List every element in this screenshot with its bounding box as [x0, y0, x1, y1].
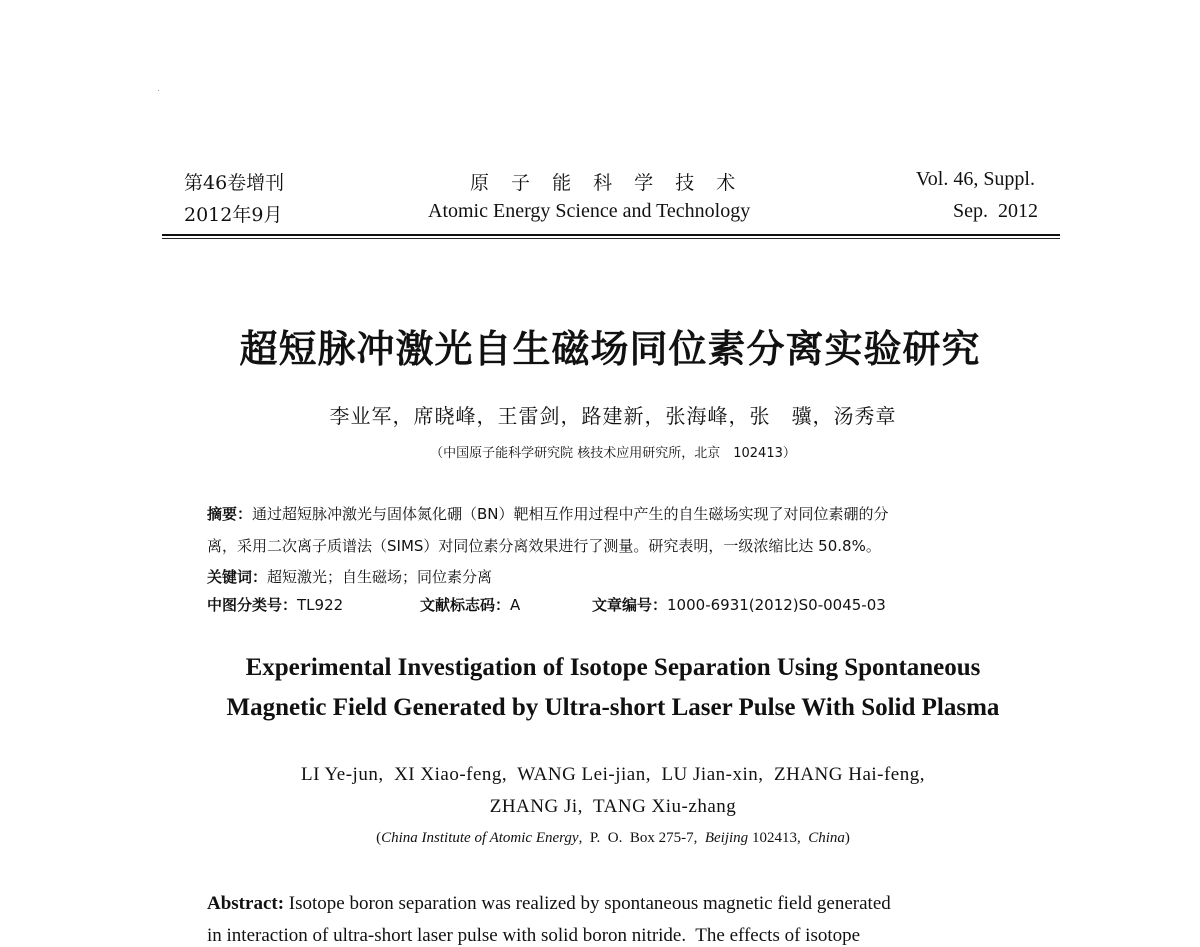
- affiliation-en: [0, 830, 1200, 847]
- article-value: 1000-6931(2012)S0-0045-03: [667, 596, 886, 614]
- doc-label: 文献标志码：: [420, 596, 511, 614]
- authors-en-line-2: ZHANG Ji, TANG Xiu-zhang: [489, 796, 737, 817]
- journal-title-en: Atomic Energy Science and Technology: [428, 200, 751, 222]
- doc-value: A: [510, 596, 521, 614]
- journal-title-cn: 原 子 能 科 学 技 术: [470, 172, 744, 194]
- abstract-en-line-1: [207, 893, 891, 915]
- abstract-en-label: Abstract:: [207, 893, 285, 914]
- classification-line: [207, 594, 343, 615]
- affil-institute: China Institute of Atomic Energy: [381, 830, 579, 846]
- paper-title-cn: 超短脉冲激光自生磁场同位素分离实验研究: [239, 327, 981, 371]
- keywords-cn: [207, 566, 492, 587]
- affil-box: , P. O. Box 275-7,: [578, 830, 705, 846]
- affil-country: China: [808, 830, 845, 846]
- clc-label: 中图分类号：: [207, 596, 298, 614]
- abstract-cn-line-1: [207, 503, 889, 524]
- abstract-cn-text-1: 通过超短脉冲激光与固体氮化硼（BN）靶相互作用过程中产生的自生磁场实现了对同位素硼的分: [252, 505, 889, 523]
- abstract-cn-line-2: 离，采用二次离子质谱法（SIMS）对同位素分离效果进行了测量。研究表明，一级浓缩比达 50.8%。: [207, 537, 881, 555]
- keywords-cn-label: 关键词：: [207, 568, 268, 586]
- clc-value: TL922: [297, 596, 344, 614]
- article-number: [592, 594, 886, 615]
- header-rule-thick: [162, 234, 1060, 236]
- paper-title-en-line-2: Magnetic Field Generated by Ultra-short Laser Pulse With Solid Plasma: [226, 694, 1000, 721]
- volume-en: Vol. 46, Suppl.: [915, 168, 1035, 190]
- abstract-en-line-2: in interaction of ultra-short laser pulse with solid boron nitride. The effects of isotope: [207, 925, 861, 946]
- affil-zip: 102413,: [748, 830, 809, 846]
- keywords-cn-text: 超短激光；自生磁场；同位素分离: [267, 568, 493, 586]
- doc-code: [420, 594, 520, 615]
- affil-close-paren: ): [844, 830, 850, 846]
- abstract-en-text-1: Isotope boron separation was realized by spontaneous magnetic field generated: [284, 893, 891, 914]
- affiliation-cn: （中国原子能科学研究院 核技术应用研究所，北京 102413）: [430, 446, 796, 461]
- affil-city: Beijing: [704, 830, 749, 846]
- date-en: Sep. 2012: [953, 200, 1038, 222]
- authors-en-line-1: LI Ye-jun, XI Xiao-feng, WANG Lei-jian, LU Jian-xin, ZHANG Hai-feng,: [301, 764, 925, 785]
- volume-cn: 第46卷增刊: [184, 172, 285, 194]
- date-cn: 2012年9月: [184, 204, 283, 226]
- authors-cn: 李业军，席晓峰，王雷剑，路建新，张海峰，张 骥，汤秀章: [329, 404, 897, 428]
- article-label: 文章编号：: [592, 596, 668, 614]
- scan-speck: [158, 90, 159, 91]
- affil-open-paren: (: [376, 830, 382, 846]
- header-rule-thin: [162, 238, 1060, 239]
- abstract-cn-label: 摘要：: [207, 505, 253, 523]
- paper-title-en-line-1: Experimental Investigation of Isotope Separation Using Spontaneous: [245, 654, 981, 681]
